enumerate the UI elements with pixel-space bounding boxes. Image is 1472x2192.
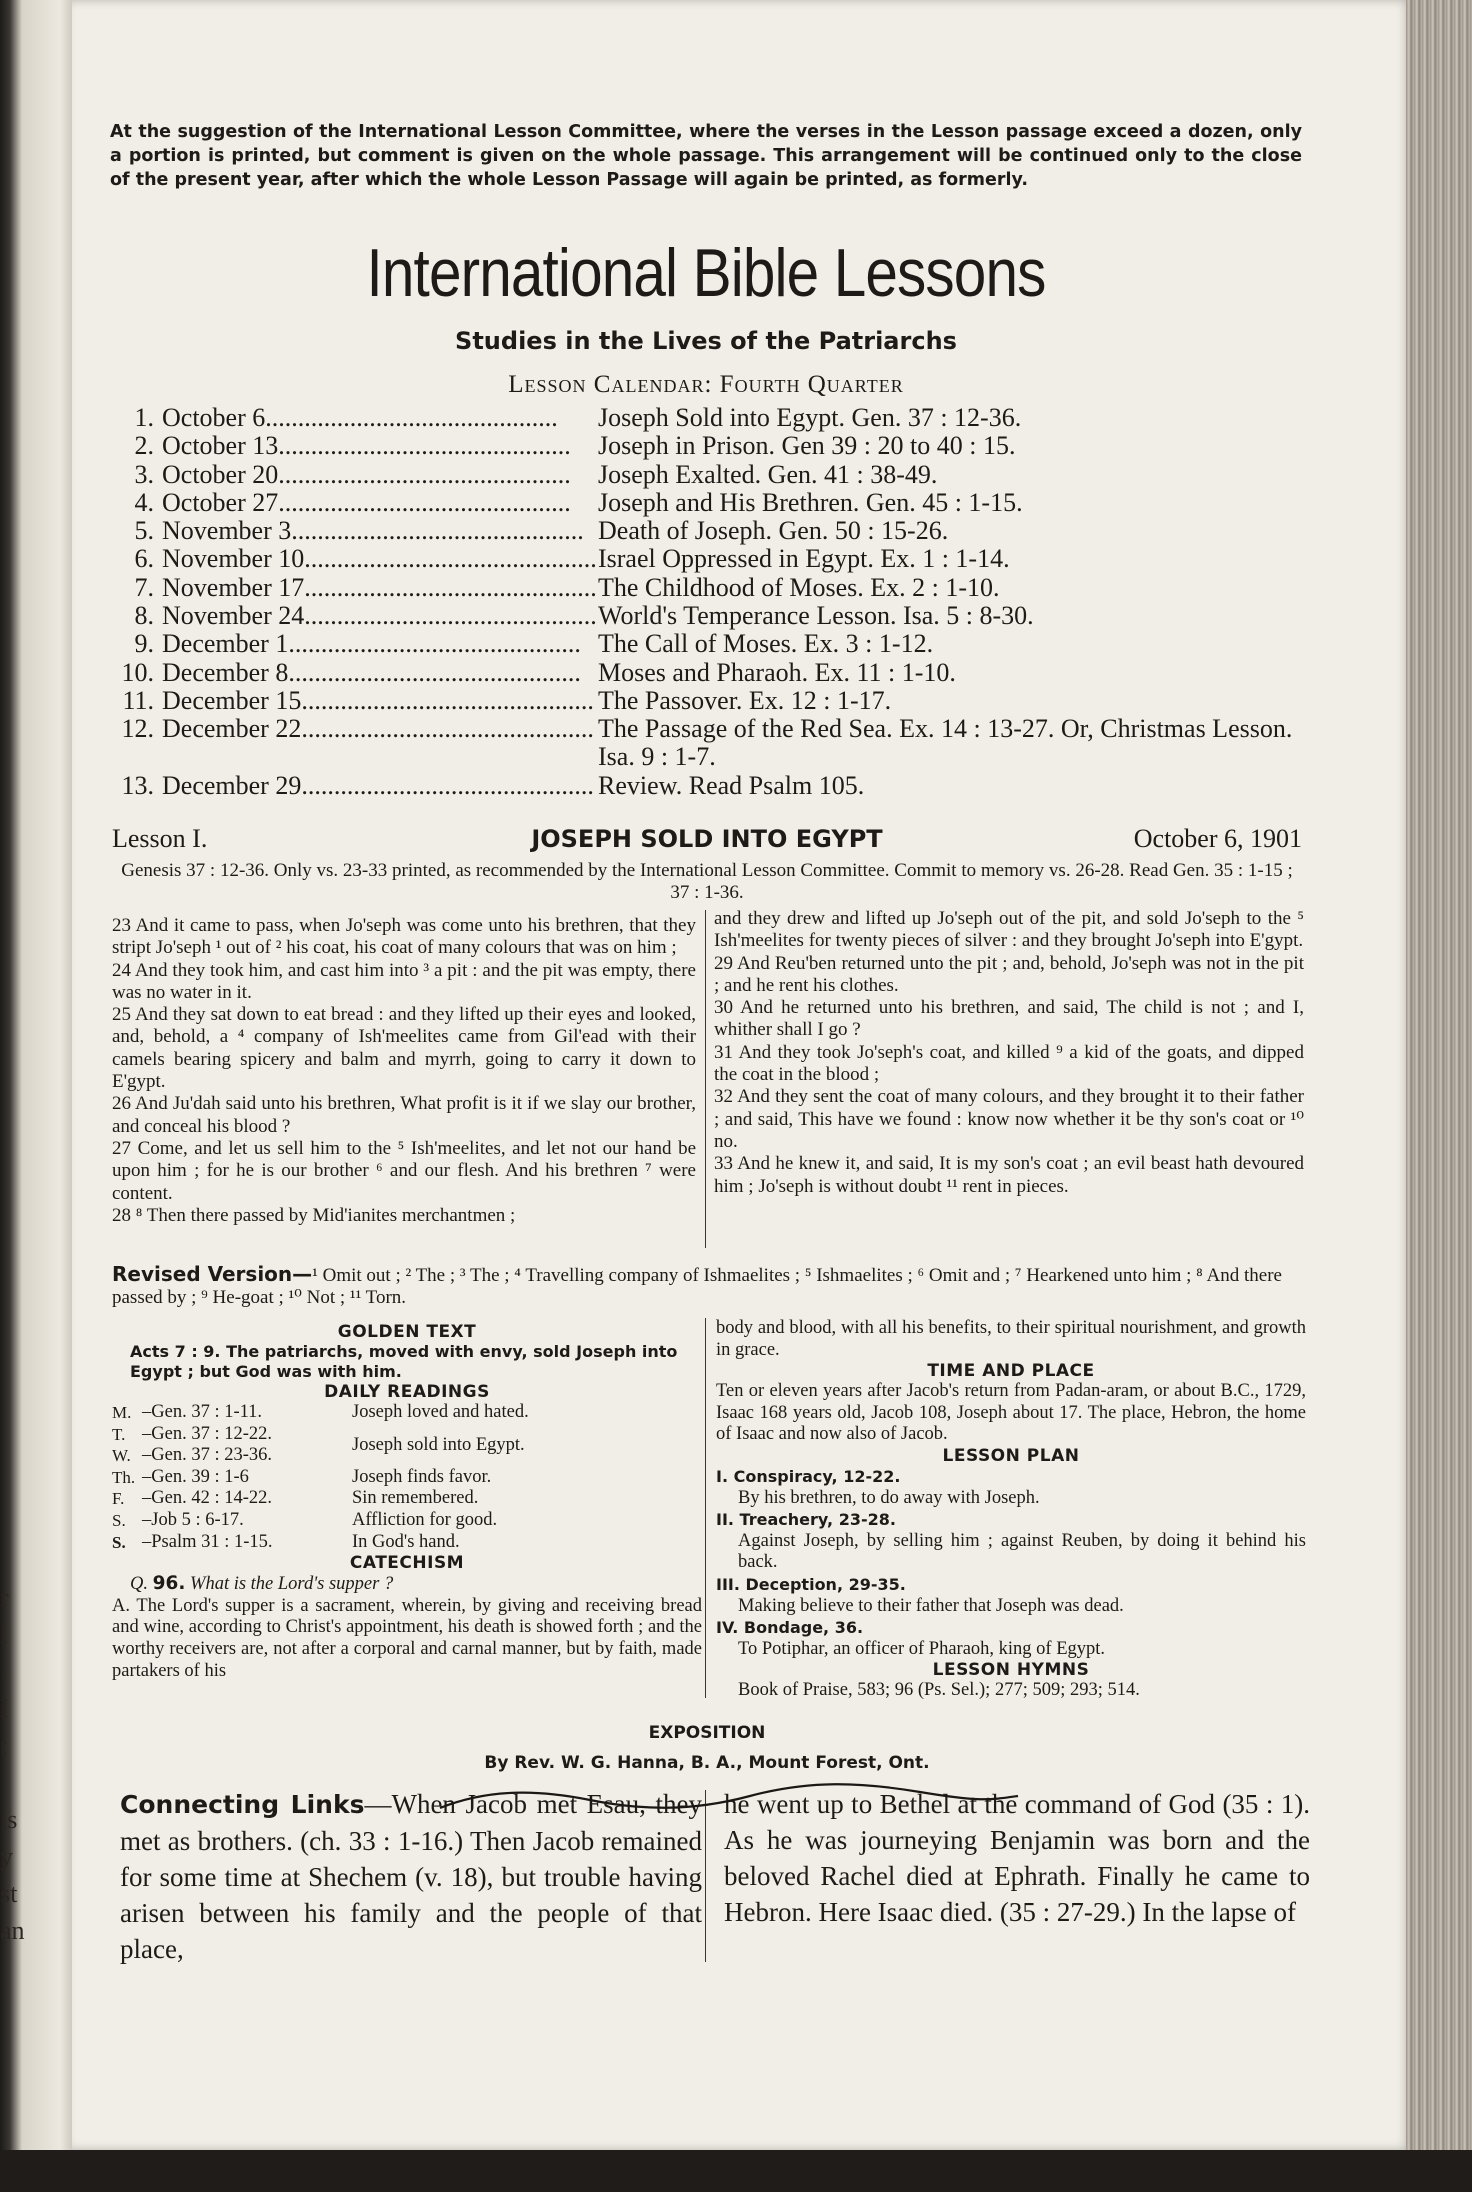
connecting-links-label: Connecting Links [120, 1790, 365, 1819]
calendar-date: December 8............................................. [162, 658, 581, 687]
pen-underline-mark [430, 1778, 1020, 1818]
exposition-byline: By Rev. W. G. Hanna, B. A., Mount Forest, Ont. [484, 1753, 930, 1773]
calendar-row [112, 517, 1312, 545]
calendar-date: October 6............................................. [162, 404, 558, 432]
verse: 27 Come, and let us sell him to the ⁵ Ish'meelites, and let not our hand be upon him ; for he is our brother ⁶ and our flesh. And his brethren ⁷ were content. [112, 1137, 696, 1204]
calendar-num: 3. [134, 459, 154, 489]
calendar-row [112, 772, 1312, 800]
calendar-date: December 29............................................. [162, 771, 594, 800]
plan-item-title: II. Treachery, 23-28. [716, 1510, 896, 1530]
scripture-left-column [112, 915, 696, 1227]
reading-row: Th. –Gen. 39 : 1-6 Joseph finds favor. [112, 1466, 492, 1487]
reading-row: S. –Psalm 31 : 1-15. In God's hand. [112, 1531, 460, 1552]
calendar-lesson: Joseph Sold into Egypt. Gen. 37 : 12-36. [598, 403, 1022, 432]
fragment: st [0, 1879, 18, 1908]
plan-item-text: Making believe to their father that Joseph was dead. [738, 1595, 1124, 1616]
calendar-num: 12. [121, 714, 154, 744]
calendar-lesson: The Call of Moses. Ex. 3 : 1-12. [598, 629, 934, 659]
time-place-heading: TIME AND PLACE [927, 1361, 1095, 1382]
calendar-num: 11. [122, 685, 154, 715]
time-place-text: Ten or eleven years after Jacob's return from Padan-aram, or about B.C., 1729, Isaac 168 years old, Jacob 108, Joseph about 17. The place, Hebron, the home of Isaac and now also of Jacob. [716, 1381, 1306, 1445]
calendar-num: 5. [134, 516, 154, 546]
verse: 28 ⁸ Then there passed by Mid'ianites merchantmen ; [112, 1204, 516, 1226]
calendar-date: October 20............................................. [162, 460, 571, 489]
fragment: r [0, 1583, 9, 1612]
calendar-num: 2. [134, 431, 154, 461]
calendar-lesson: Death of Joseph. Gen. 50 : 15-26. [598, 516, 949, 546]
catechism-answer: A. The Lord's supper is a sacrament, wherein, by giving and receiving bread and wine, according to Christ's appointment, his death is showed forth ; and the worthy receivers are, not after a corporal and carnal manner, but by faith, made partakers of his [112, 1595, 702, 1681]
calendar-row [112, 432, 1312, 460]
exposition-heading: EXPOSITION [648, 1723, 766, 1743]
plan-item-text: To Potiphar, an officer of Pharaoh, king of Egypt. [738, 1638, 1106, 1659]
calendar-date: November 24............................................. [162, 602, 597, 631]
calendar-heading: Lesson Calendar: Fourth Quarter [508, 371, 904, 398]
lesson-header [112, 822, 1302, 856]
daily-readings-heading: DAILY READINGS [324, 1382, 490, 1402]
column-divider [705, 910, 706, 1248]
reading-row: F. –Gen. 42 : 14-22. Sin remembered. [112, 1488, 479, 1509]
calendar-lesson: Israel Oppressed in Egypt. Ex. 1 : 1-14. [598, 544, 1010, 574]
fragment: I [0, 1694, 9, 1723]
calendar-lesson: World's Temperance Lesson. Isa. 5 : 8-30. [598, 601, 1034, 631]
reading-row: S. –Job 5 : 6-17. Affliction for good. [112, 1509, 498, 1530]
fragment: . [0, 1657, 7, 1686]
hymns-text: Book of Praise, 583; 96 (Ps. Sel.); 277; 509; 293; 514. [738, 1680, 1140, 1701]
reading-row: T. –Gen. 37 : 12-22. Joseph sold into Egypt. [112, 1423, 525, 1455]
fragment: an [0, 1916, 25, 1945]
revised-version [112, 1263, 1304, 1309]
lesson-calendar [112, 404, 1312, 800]
committee-notice: At the suggestion of the International Lesson Committee, where the verses in the Lesson passage exceed a dozen, only a portion is printed, but comment is given on the whole passage. This arrangement will be continued only to the close of the present year, after which the whole Lesson Passage will again be printed, as formerly. [110, 122, 1302, 190]
verse: 30 And he returned unto his brethren, and said, The child is not ; and I, whither shall I go ? [714, 997, 1304, 1041]
calendar-date: October 13............................................. [162, 432, 571, 461]
plan-item-title: III. Deception, 29-35. [716, 1574, 906, 1594]
verse: 33 And he knew it, and said, It is my son's coat ; an evil beast hath devoured him ; Jo'seph is without doubt ¹¹ rent in pieces. [714, 1153, 1304, 1197]
catechism-question: Q. 96. What is the Lord's supper ? [130, 1573, 394, 1595]
calendar-row [112, 659, 1312, 687]
scripture-right-column [714, 908, 1304, 1198]
plan-item-text: By his brethren, to do away with Joseph. [738, 1487, 1040, 1508]
verse: 29 And Reu'ben returned unto the pit ; and, behold, Jo'seph was not in the pit ; and he rent his clothes. [714, 952, 1304, 996]
exposition-right-column: he went up to Bethel at the command of God (35 : 1). As he was journeying Benjamin was born and the beloved Rachel died at Ephrath. Finally he came to Hebron. Here Isaac died. (35 : 27-29.) In the lapse of [724, 1789, 1310, 1927]
lesson-date: October 6, 1901 [1133, 824, 1302, 853]
fragment [0, 1765, 24, 1802]
calendar-lesson: Moses and Pharaoh. Ex. 11 : 1-10. [598, 657, 956, 687]
calendar-row [112, 630, 1312, 658]
calendar-num: 1. [134, 403, 154, 432]
right-page-edge [1406, 0, 1472, 2150]
calendar-lesson: The Passover. Ex. 12 : 1-17. [598, 685, 892, 715]
page-title: International Bible Lessons [366, 235, 1046, 311]
lesson-plan-heading: LESSON PLAN [942, 1445, 1080, 1466]
calendar-row [112, 461, 1312, 489]
calendar-lesson: The Passage of the Red Sea. Ex. 14 : 13-27. Or, Christmas Lesson. Isa. 9 : 1-7. [598, 714, 1293, 772]
hymns-heading: LESSON HYMNS [932, 1660, 1090, 1681]
calendar-date: December 22............................................. [162, 715, 594, 744]
calendar-lesson: The Childhood of Moses. Ex. 2 : 1-10. [598, 572, 1000, 602]
calendar-date: October 27............................................. [162, 488, 571, 517]
calendar-num: 13. [121, 770, 154, 800]
calendar-lesson: Review. Read Psalm 105. [598, 770, 865, 800]
calendar-date: November 3............................................. [162, 517, 584, 546]
calendar-num: 10. [121, 657, 154, 687]
calendar-date: November 17............................................. [162, 573, 597, 602]
fragment: t [0, 1731, 8, 1760]
calendar-lesson: Joseph and His Brethren. Gen. 45 : 1-15. [598, 487, 1023, 517]
calendar-row [112, 545, 1312, 573]
verse: 24 And they took him, and cast him into ³ a pit : and the pit was empty, there was no water in it. [112, 959, 696, 1003]
calendar-num: 6. [134, 544, 154, 574]
calendar-row [112, 574, 1312, 602]
fragment: y [0, 1842, 13, 1871]
calendar-row [112, 404, 1312, 432]
reading-row: M. –Gen. 37 : 1-11. Joseph loved and hated. [112, 1402, 529, 1422]
left-page-fragments [0, 1580, 24, 1950]
reading-row: W. –Gen. 37 : 23-36. [112, 1445, 272, 1466]
golden-text-heading: GOLDEN TEXT [337, 1322, 477, 1342]
verse: 23 And it came to pass, when Jo'seph was come unto his brethren, that they stript Jo'seph ¹ out of ² his coat, his coat of many colours that was on him ; [112, 915, 696, 959]
verse: and they drew and lifted up Jo'seph out of the pit, and sold Jo'seph to the ⁵ Ish'meelites for twenty pieces of silver : and they brought Jo'seph into E'gypt. [714, 908, 1304, 952]
calendar-date: December 1............................................. [162, 630, 581, 659]
column-divider [705, 1318, 706, 1698]
bottom-shadow [0, 2150, 1472, 2192]
lesson-helps-right [716, 1318, 1306, 1702]
revised-version-text: ¹ Omit out ; ² The ; ³ The ; ⁴ Travelling company of Ishmaelites ; ⁵ Ishmaelites ; ⁶ Omit and ; ⁷ Hearkened unto him ; ⁸ And there passed by ; ⁹ He-goat ; ¹⁰ Not ; ¹¹ Torn. [112, 1265, 1282, 1308]
calendar-row [112, 687, 1312, 715]
exposition-text: —When Jacob met Esau, they met as brothers. (ch. 33 : 1-16.) Then Jacob remained for some time at Shechem (v. 18), but trouble having arisen between his family and the people of that place, [120, 1789, 702, 1964]
catechism-heading: CATECHISM [349, 1553, 465, 1574]
daily-readings [112, 1402, 702, 1553]
lesson-reference: Genesis 37 : 12-36. Only vs. 23-33 printed, as recommended by the International Lesson Committee. Commit to memory vs. 26-28. Read Gen. 35 : 1-15 ; 37 : 1-36. [121, 860, 1293, 903]
lesson-helps-left [112, 1322, 702, 1682]
lesson-number: Lesson I. [112, 824, 208, 853]
calendar-num: 7. [134, 572, 154, 602]
golden-text: Acts 7 : 9. The patriarchs, moved with envy, sold Joseph into Egypt ; but God was with him. [130, 1342, 678, 1381]
calendar-row [112, 602, 1312, 630]
catechism-answer-continued: body and blood, with all his benefits, to their spiritual nourishment, and growth in grace. [716, 1318, 1306, 1360]
plan-item-title: IV. Bondage, 36. [716, 1618, 864, 1638]
page-subtitle: Studies in the Lives of the Patriarchs [455, 327, 957, 355]
verse: 31 And they took Jo'seph's coat, and killed ⁹ a kid of the goats, and dipped the coat in the blood ; [714, 1041, 1304, 1086]
calendar-lesson: Joseph in Prison. Gen 39 : 20 to 40 : 15. [598, 431, 1016, 461]
calendar-row [112, 715, 1312, 772]
calendar-date: November 10............................................. [162, 545, 597, 574]
calendar-row [112, 489, 1312, 517]
fragment: is [0, 1805, 18, 1834]
calendar-num: 8. [134, 601, 154, 631]
plan-item-text: Against Joseph, by selling him ; against Reuben, by doing it behind his back. [738, 1530, 1306, 1573]
lesson-title: JOSEPH SOLD INTO EGYPT [531, 825, 883, 853]
verse: 26 And Ju'dah said unto his brethren, What profit is it if we slay our brother, and conceal his blood ? [112, 1093, 696, 1137]
calendar-num: 9. [134, 629, 154, 659]
calendar-num: 4. [134, 487, 154, 517]
verse: 25 And they sat down to eat bread : and they lifted up their eyes and looked, and, behold, a ⁴ company of Ish'meelites came from Gil'ead with their camels bearing spicery and balm and myrrh, going to carry it down to E'gypt. [112, 1004, 696, 1093]
verse: 32 And they sent the coat of many colours, and they brought it to their father ; and said, This have we found : know now whether it be thy son's coat or ¹⁰ no. [714, 1086, 1304, 1152]
revised-version-label: Revised Version— [112, 1262, 313, 1286]
plan-item-title: I. Conspiracy, 12-22. [716, 1466, 901, 1486]
fragment: l [0, 1620, 8, 1649]
calendar-date: December 15............................................. [162, 686, 594, 715]
calendar-lesson: Joseph Exalted. Gen. 41 : 38-49. [598, 459, 938, 489]
